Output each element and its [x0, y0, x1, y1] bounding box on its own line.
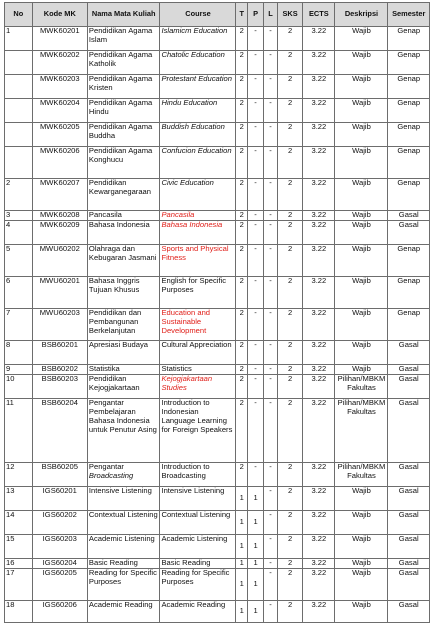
practice-credits: -	[248, 211, 264, 221]
row-number: 9	[5, 365, 33, 375]
course-code: MWK60209	[32, 221, 87, 245]
course-name-en: English for Specific Purposes	[160, 277, 236, 309]
theory-credits: 2	[236, 51, 248, 75]
row-number: 8	[5, 341, 33, 365]
table-row	[5, 99, 430, 123]
theory-credits: 2	[236, 375, 248, 399]
header-nama-mata-kuliah: Nama Mata Kuliah	[87, 3, 160, 27]
theory-credits: 2	[236, 463, 248, 487]
sks-value: 2	[277, 147, 302, 179]
field-credits: -	[264, 487, 278, 511]
sks-value: 2	[277, 123, 302, 147]
semester: Gasal	[388, 487, 430, 511]
semester: Gasal	[388, 559, 430, 569]
practice-credits: 1	[248, 487, 264, 511]
field-credits: -	[264, 375, 278, 399]
description: Wajib	[335, 487, 388, 511]
semester: Genap	[388, 277, 430, 309]
practice-credits: -	[248, 99, 264, 123]
course-code: MWK60204	[32, 99, 87, 123]
sks-value: 2	[277, 341, 302, 365]
semester: Genap	[388, 245, 430, 277]
field-credits: -	[264, 99, 278, 123]
field-credits: -	[264, 245, 278, 277]
ects-value: 3.22	[303, 487, 335, 511]
practice-credits: 1	[248, 511, 264, 535]
theory-credits: 2	[236, 123, 248, 147]
row-number: 14	[5, 511, 33, 535]
theory-credits: 2	[236, 399, 248, 463]
description: Wajib	[335, 365, 388, 375]
field-credits: -	[264, 341, 278, 365]
field-credits: -	[264, 365, 278, 375]
course-name-id: Pengantar Pembelajaran Bahasa Indonesia untuk Penutur Asing	[87, 399, 160, 463]
ects-value: 3.22	[303, 341, 335, 365]
theory-credits: 2	[236, 99, 248, 123]
practice-credits: -	[248, 277, 264, 309]
theory-credits: 1	[236, 511, 248, 535]
course-name-en: Buddish Education	[160, 123, 236, 147]
description: Wajib	[335, 27, 388, 51]
field-credits: -	[264, 309, 278, 341]
course-name-id: Academic Reading	[87, 601, 160, 623]
row-number	[5, 75, 33, 99]
description: Wajib	[335, 511, 388, 535]
course-code: MWU60201	[32, 277, 87, 309]
semester: Genap	[388, 179, 430, 211]
ects-value: 3.22	[303, 535, 335, 559]
course-name-id: Pendidikan Kewarganegaraan	[87, 179, 160, 211]
course-name-en: Civic Education	[160, 179, 236, 211]
sks-value: 2	[277, 211, 302, 221]
ects-value: 3.22	[303, 27, 335, 51]
sks-value: 2	[277, 375, 302, 399]
description: Wajib	[335, 245, 388, 277]
course-name-id: Reading for Specific Purposes	[87, 569, 160, 601]
course-name-en: Hindu Education	[160, 99, 236, 123]
course-code: IGS60201	[32, 487, 87, 511]
course-code: MWK60207	[32, 179, 87, 211]
ects-value: 3.22	[303, 277, 335, 309]
ects-value: 3.22	[303, 375, 335, 399]
theory-credits: 2	[236, 211, 248, 221]
table-row	[5, 535, 430, 559]
sks-value: 2	[277, 221, 302, 245]
description: Wajib	[335, 51, 388, 75]
course-code: BSB60202	[32, 365, 87, 375]
theory-credits: 2	[236, 341, 248, 365]
table-row	[5, 245, 430, 277]
table-row	[5, 375, 430, 399]
header-l: L	[264, 3, 278, 27]
semester: Gasal	[388, 211, 430, 221]
practice-credits: -	[248, 341, 264, 365]
table-row	[5, 487, 430, 511]
course-code: IGS60202	[32, 511, 87, 535]
course-name-en: Islamicm Education	[160, 27, 236, 51]
theory-credits: 2	[236, 147, 248, 179]
ects-value: 3.22	[303, 601, 335, 623]
row-number: 10	[5, 375, 33, 399]
ects-value: 3.22	[303, 559, 335, 569]
course-name-id: Pancasila	[87, 211, 160, 221]
table-row	[5, 569, 430, 601]
course-name-id: Pendidikan Agama Hindu	[87, 99, 160, 123]
sks-value: 2	[277, 511, 302, 535]
course-code: BSB60201	[32, 341, 87, 365]
sks-value: 2	[277, 75, 302, 99]
field-credits: -	[264, 179, 278, 211]
semester: Gasal	[388, 365, 430, 375]
course-code: IGS60205	[32, 569, 87, 601]
table-row	[5, 559, 430, 569]
course-code: MWU60203	[32, 309, 87, 341]
table-row	[5, 277, 430, 309]
theory-credits: 2	[236, 221, 248, 245]
field-credits: -	[264, 277, 278, 309]
practice-credits: -	[248, 399, 264, 463]
semester: Genap	[388, 99, 430, 123]
practice-credits: 1	[248, 535, 264, 559]
theory-credits: 1	[236, 535, 248, 559]
course-name-en: Confucion Education	[160, 147, 236, 179]
row-number: 13	[5, 487, 33, 511]
course-name-id: Intensive Listening	[87, 487, 160, 511]
row-number	[5, 147, 33, 179]
course-code: IGS60204	[32, 559, 87, 569]
course-name-id: Pendidikan Agama Katholik	[87, 51, 160, 75]
practice-credits: -	[248, 123, 264, 147]
table-row	[5, 309, 430, 341]
sks-value: 2	[277, 309, 302, 341]
theory-credits: 2	[236, 27, 248, 51]
field-credits: -	[264, 27, 278, 51]
course-name-id: Olahraga dan Kebugaran Jasmani	[87, 245, 160, 277]
semester: Gasal	[388, 341, 430, 365]
row-number: 12	[5, 463, 33, 487]
semester: Gasal	[388, 601, 430, 623]
course-name-italic: Broadcasting	[88, 470, 134, 480]
practice-credits: 1	[248, 559, 264, 569]
course-name-id: Contextual Listening	[87, 511, 160, 535]
description: Wajib	[335, 147, 388, 179]
course-code: IGS60206	[32, 601, 87, 623]
course-name-en: Kejogjakartaan Studies	[160, 375, 236, 399]
table-body	[5, 27, 430, 623]
header-course: Course	[160, 3, 236, 27]
semester: Gasal	[388, 569, 430, 601]
course-name-en: Sports and Physical Fitness	[160, 245, 236, 277]
ects-value: 3.22	[303, 51, 335, 75]
theory-credits: 2	[236, 309, 248, 341]
theory-credits: 2	[236, 75, 248, 99]
field-credits: -	[264, 51, 278, 75]
course-table	[4, 2, 430, 623]
header-kode-mk: Kode MK	[32, 3, 87, 27]
course-name-en: Contextual Listening	[160, 511, 236, 535]
course-name-id: Pendidikan Agama Konghucu	[87, 147, 160, 179]
description: Wajib	[335, 75, 388, 99]
practice-credits: -	[248, 309, 264, 341]
table-row	[5, 601, 430, 623]
header-ects: ECTS	[303, 3, 335, 27]
description: Wajib	[335, 341, 388, 365]
row-number: 18	[5, 601, 33, 623]
semester: Genap	[388, 309, 430, 341]
course-name-id: Bahasa Inggris Tujuan Khusus	[87, 277, 160, 309]
course-name-id: Statistika	[87, 365, 160, 375]
practice-credits: -	[248, 179, 264, 211]
course-code: MWK60206	[32, 147, 87, 179]
sks-value: 2	[277, 463, 302, 487]
course-name-en: Pancasila	[160, 211, 236, 221]
practice-credits: -	[248, 51, 264, 75]
description: Wajib	[335, 221, 388, 245]
practice-credits: -	[248, 463, 264, 487]
course-code: MWK60205	[32, 123, 87, 147]
description: Wajib	[335, 535, 388, 559]
course-name-en: Introduction to Broadcasting	[160, 463, 236, 487]
header-p: P	[248, 3, 264, 27]
course-name-id: Basic Reading	[87, 559, 160, 569]
course-name-id: Pendidikan Agama Kristen	[87, 75, 160, 99]
description: Pilihan/MBKM Fakultas	[335, 375, 388, 399]
sks-value: 2	[277, 569, 302, 601]
course-code: MWK60202	[32, 51, 87, 75]
description: Pilihan/MBKM Fakultas	[335, 399, 388, 463]
ects-value: 3.22	[303, 309, 335, 341]
semester: Gasal	[388, 535, 430, 559]
ects-value: 3.22	[303, 123, 335, 147]
theory-credits: 1	[236, 569, 248, 601]
ects-value: 3.22	[303, 245, 335, 277]
theory-credits: 2	[236, 277, 248, 309]
theory-credits: 1	[236, 559, 248, 569]
course-name-id: Academic Listening	[87, 535, 160, 559]
description: Wajib	[335, 179, 388, 211]
sks-value: 2	[277, 51, 302, 75]
practice-credits: -	[248, 75, 264, 99]
course-name-id: Pendidikan dan Pembangunan Berkelanjutan	[87, 309, 160, 341]
description: Wajib	[335, 99, 388, 123]
theory-credits: 1	[236, 487, 248, 511]
sks-value: 2	[277, 559, 302, 569]
course-name-id: Pendidikan Kejogjakartaan	[87, 375, 160, 399]
field-credits: -	[264, 569, 278, 601]
table-header	[5, 3, 430, 27]
row-number: 15	[5, 535, 33, 559]
ects-value: 3.22	[303, 179, 335, 211]
practice-credits: -	[248, 365, 264, 375]
semester: Gasal	[388, 511, 430, 535]
course-code: IGS60203	[32, 535, 87, 559]
row-number: 4	[5, 221, 33, 245]
course-name-en: Introduction to Indonesian Language Learning for Foreign Speakers	[160, 399, 236, 463]
course-name-en: Basic Reading	[160, 559, 236, 569]
semester: Gasal	[388, 463, 430, 487]
course-name-en: Intensive Listening	[160, 487, 236, 511]
practice-credits: 1	[248, 569, 264, 601]
sks-value: 2	[277, 245, 302, 277]
row-number: 7	[5, 309, 33, 341]
field-credits: -	[264, 123, 278, 147]
table-row	[5, 147, 430, 179]
ects-value: 3.22	[303, 75, 335, 99]
row-number: 16	[5, 559, 33, 569]
practice-credits: -	[248, 27, 264, 51]
sks-value: 2	[277, 365, 302, 375]
ects-value: 3.22	[303, 99, 335, 123]
field-credits: -	[264, 601, 278, 623]
sks-value: 2	[277, 99, 302, 123]
semester: Genap	[388, 27, 430, 51]
theory-credits: 2	[236, 245, 248, 277]
table-row	[5, 365, 430, 375]
sks-value: 2	[277, 179, 302, 211]
row-number	[5, 99, 33, 123]
ects-value: 3.22	[303, 511, 335, 535]
course-code: MWK60208	[32, 211, 87, 221]
table-row	[5, 179, 430, 211]
field-credits: -	[264, 147, 278, 179]
table-row	[5, 221, 430, 245]
course-name-id: Pendidikan Agama Buddha	[87, 123, 160, 147]
course-name-en: Education and Sustainable Development	[160, 309, 236, 341]
theory-credits: 1	[236, 601, 248, 623]
description: Wajib	[335, 211, 388, 221]
course-name-en: Academic Reading	[160, 601, 236, 623]
semester: Gasal	[388, 399, 430, 463]
course-code: BSB60205	[32, 463, 87, 487]
description: Wajib	[335, 601, 388, 623]
semester: Genap	[388, 147, 430, 179]
sks-value: 2	[277, 399, 302, 463]
row-number: 3	[5, 211, 33, 221]
field-credits: -	[264, 535, 278, 559]
header-sks: SKS	[277, 3, 302, 27]
description: Wajib	[335, 559, 388, 569]
sks-value: 2	[277, 277, 302, 309]
row-number: 11	[5, 399, 33, 463]
row-number: 6	[5, 277, 33, 309]
semester: Genap	[388, 51, 430, 75]
table-row	[5, 399, 430, 463]
row-number	[5, 51, 33, 75]
description: Wajib	[335, 569, 388, 601]
theory-credits: 2	[236, 365, 248, 375]
course-name-en: Statistics	[160, 365, 236, 375]
description: Wajib	[335, 123, 388, 147]
course-code: BSB60204	[32, 399, 87, 463]
ects-value: 3.22	[303, 211, 335, 221]
sks-value: 2	[277, 601, 302, 623]
course-table-wrapper	[4, 2, 430, 623]
course-name-id: Apresiasi Budaya	[87, 341, 160, 365]
course-name-en: Bahasa Indonesia	[160, 221, 236, 245]
practice-credits: -	[248, 147, 264, 179]
course-code: MWK60201	[32, 27, 87, 51]
header-deskripsi: Deskripsi	[335, 3, 388, 27]
table-row	[5, 27, 430, 51]
practice-credits: -	[248, 245, 264, 277]
course-name-en: Academic Listening	[160, 535, 236, 559]
table-row	[5, 51, 430, 75]
course-name-en: Chatolic Education	[160, 51, 236, 75]
semester: Gasal	[388, 221, 430, 245]
course-name-prefix: Pengantar	[88, 462, 124, 471]
header-semester: Semester	[388, 3, 430, 27]
semester: Gasal	[388, 375, 430, 399]
field-credits: -	[264, 75, 278, 99]
course-code: MWK60203	[32, 75, 87, 99]
row-number	[5, 123, 33, 147]
course-name-id: Pendidikan Agama Islam	[87, 27, 160, 51]
ects-value: 3.22	[303, 399, 335, 463]
semester: Genap	[388, 75, 430, 99]
table-row	[5, 75, 430, 99]
row-number: 5	[5, 245, 33, 277]
field-credits: -	[264, 211, 278, 221]
header-t: T	[236, 3, 248, 27]
course-name-en: Cultural Appreciation	[160, 341, 236, 365]
course-name-id	[87, 463, 160, 487]
practice-credits: 1	[248, 601, 264, 623]
field-credits: -	[264, 511, 278, 535]
field-credits: -	[264, 463, 278, 487]
sks-value: 2	[277, 27, 302, 51]
table-row	[5, 511, 430, 535]
semester: Genap	[388, 123, 430, 147]
course-name-en: Protestant Education	[160, 75, 236, 99]
table-row	[5, 463, 430, 487]
field-credits: -	[264, 221, 278, 245]
course-name-id: Bahasa Indonesia	[87, 221, 160, 245]
row-number: 2	[5, 179, 33, 211]
field-credits: -	[264, 559, 278, 569]
course-code: BSB60203	[32, 375, 87, 399]
ects-value: 3.22	[303, 463, 335, 487]
course-code: MWU60202	[32, 245, 87, 277]
ects-value: 3.22	[303, 221, 335, 245]
row-number: 1	[5, 27, 33, 51]
practice-credits: -	[248, 375, 264, 399]
sks-value: 2	[277, 487, 302, 511]
ects-value: 3.22	[303, 569, 335, 601]
description: Pilihan/MBKM Fakultas	[335, 463, 388, 487]
row-number: 17	[5, 569, 33, 601]
ects-value: 3.22	[303, 147, 335, 179]
header-row	[5, 3, 430, 27]
practice-credits: -	[248, 221, 264, 245]
description: Wajib	[335, 277, 388, 309]
course-name-en: Reading for Specific Purposes	[160, 569, 236, 601]
field-credits: -	[264, 399, 278, 463]
table-row	[5, 211, 430, 221]
ects-value: 3.22	[303, 365, 335, 375]
table-row	[5, 123, 430, 147]
theory-credits: 2	[236, 179, 248, 211]
sks-value: 2	[277, 535, 302, 559]
header-no: No	[5, 3, 33, 27]
description: Wajib	[335, 309, 388, 341]
table-row	[5, 341, 430, 365]
